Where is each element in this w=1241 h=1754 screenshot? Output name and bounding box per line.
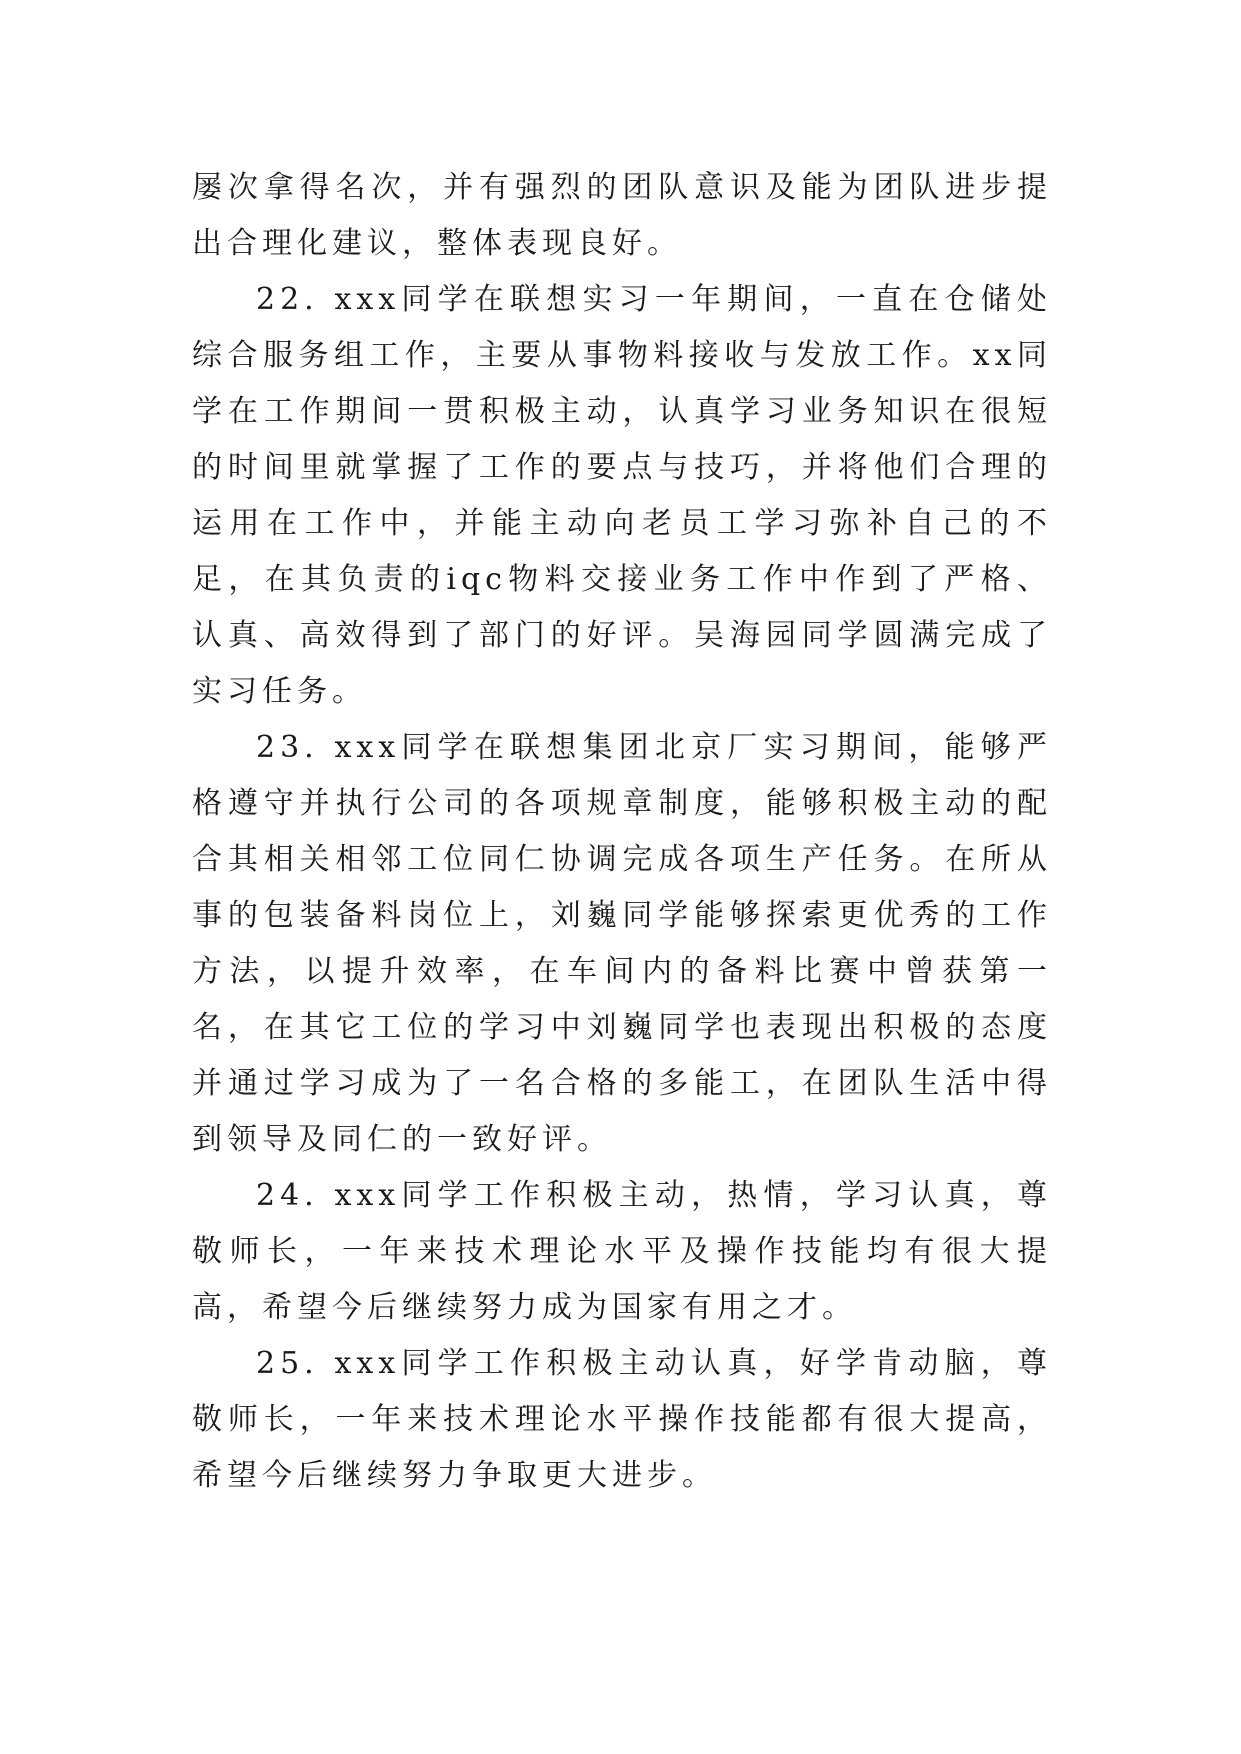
paragraph-continuation: 屡次拿得名次，并有强烈的团队意识及能为团队进步提出合理化建议，整体表现良好。 <box>192 170 1052 261</box>
document-page <box>192 160 1052 1504</box>
paragraph-23: 23. xxx同学在联想集团北京厂实习期间，能够严格遵守并执行公司的各项规章制度，能够积极主动的配合其相关相邻工位同仁协调完成各项生产任务。在所从事的包装备料岗位上，刘巍同学能够探索更优秀的工作方法，以提升效率，在车间内的备料比赛中曾获第一名，在其它工位的学习中刘巍同学也表现出积极的态度并通过学习成为了一名合格的多能工，在团队生活中得到领导及同仁的一致好评。 <box>192 730 1052 1157</box>
paragraph-24: 24. xxx同学工作积极主动，热情，学习认真，尊敬师长，一年来技术理论水平及操作技能均有很大提高，希望今后继续努力成为国家有用之才。 <box>192 1178 1052 1325</box>
paragraph-22: 22. xxx同学在联想实习一年期间，一直在仓储处综合服务组工作，主要从事物料接收与发放工作。xx同学在工作期间一贯积极主动，认真学习业务知识在很短的时间里就掌握了工作的要点与技巧，并将他们合理的运用在工作中，并能主动向老员工学习弥补自己的不足，在其负责的iqc物料交接业务工作中作到了严格、认真、高效得到了部门的好评。吴海园同学圆满完成了实习任务。 <box>192 282 1052 709</box>
paragraph-25: 25. xxx同学工作积极主动认真，好学肯动脑，尊敬师长，一年来技术理论水平操作技能都有很大提高，希望今后继续努力争取更大进步。 <box>192 1346 1052 1493</box>
